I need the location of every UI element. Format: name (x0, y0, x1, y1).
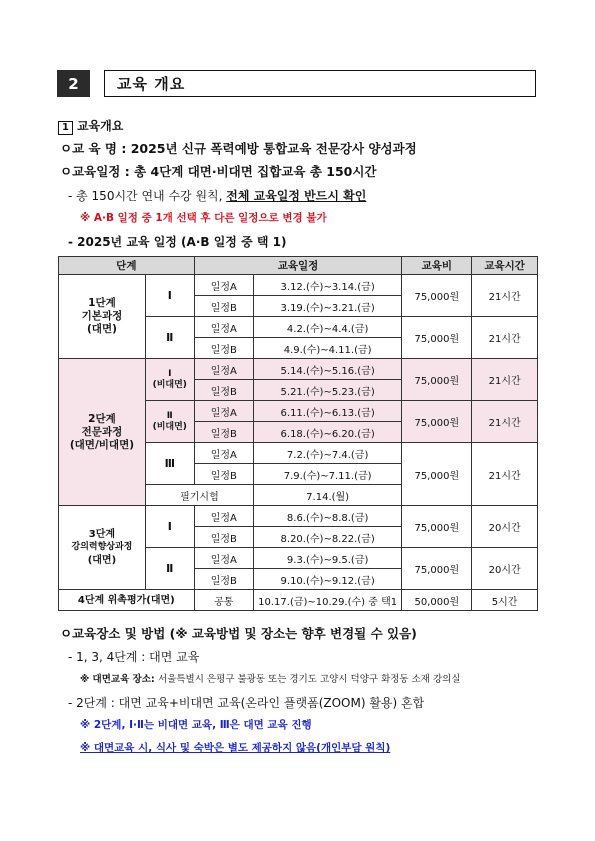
stage4-name: 4단계 위촉평가(대면) (59, 590, 195, 611)
place-line (60, 624, 417, 642)
fee-cell: 75,000원 (402, 443, 472, 506)
hours-cell: 21시간 (472, 359, 538, 401)
label-a: 일정A (194, 548, 253, 569)
label-b: 일정B (194, 527, 253, 548)
label-a: 일정A (194, 275, 253, 296)
label-a: 일정A (194, 317, 253, 338)
stage2-sub1-mode: (비대면) (152, 379, 187, 390)
stage1-sub2: Ⅱ (145, 317, 194, 359)
table-row (59, 359, 538, 380)
fee-cell: 75,000원 (402, 401, 472, 443)
label-a: 일정A (194, 506, 253, 527)
exam-label: 필기시험 (145, 485, 253, 506)
fee-cell: 75,000원 (402, 506, 472, 548)
course-label: ㅇ교 육 명 : (60, 141, 131, 156)
date-cell: 3.12.(수)~3.14.(금) (253, 275, 401, 296)
fee-cell: 75,000원 (402, 359, 472, 401)
header-schedule: 교육일정 (194, 257, 402, 275)
stage3-line1: 3단계 (88, 529, 116, 540)
hours-cell: 21시간 (472, 275, 538, 317)
date-cell: 9.10.(수)~9.12.(금) (253, 569, 401, 590)
stage3-sub1: Ⅰ (145, 506, 194, 548)
date-cell: 5.21.(수)~5.23.(금) (253, 380, 401, 401)
schedule-table-title: - 2025년 교육 일정 (A·B 일정 중 택 1) (68, 235, 287, 249)
stage1-name (59, 275, 146, 359)
hours-cell: 21시간 (472, 401, 538, 443)
stage4-common: 공통 (194, 590, 253, 611)
exam-date: 7.14.(월) (253, 485, 401, 506)
date-cell: 8.20.(수)~8.22.(금) (253, 527, 401, 548)
fee-cell: 75,000원 (402, 275, 472, 317)
hours-cell: 21시간 (472, 443, 538, 506)
stage2-line3: (대면/비대면) (69, 438, 135, 451)
stage3-line3: (대면) (87, 555, 117, 566)
place2-line: - 2단계 : 대면 교육+비대면 교육(온라인 플랫폼(ZOOM) 활용) 혼합 (68, 696, 425, 710)
table-row (59, 590, 538, 611)
note1-emphasis: 전체 교육일정 반드시 확인 (226, 189, 367, 203)
label-b: 일정B (194, 380, 253, 401)
date-cell: 6.18.(수)~6.20.(금) (253, 422, 401, 443)
date-cell: 6.11.(수)~6.13.(금) (253, 401, 401, 422)
stage2-line2: 전문과정 (81, 425, 123, 438)
hours-cell: 5시간 (472, 590, 538, 611)
fee-cell: 75,000원 (402, 317, 472, 359)
section-header (57, 70, 536, 97)
subsection-heading (58, 117, 123, 135)
subsection-title: 교육개요 (76, 119, 124, 133)
label-b: 일정B (194, 338, 253, 359)
label-b: 일정B (194, 569, 253, 590)
place1-note (80, 671, 461, 685)
note1-prefix: - 총 150시간 연내 수강 원칙, (68, 189, 227, 203)
schedule-table (58, 256, 538, 611)
subsection-number: 1 (58, 121, 73, 135)
hours-cell: 21시간 (472, 317, 538, 359)
date-cell: 7.9.(수)~7.11.(금) (253, 464, 401, 485)
stage3-line2: 강의력향상과정 (71, 542, 133, 552)
label-b: 일정B (194, 422, 253, 443)
note1-line (68, 187, 366, 204)
warning-stage2: ※ 2단계, Ⅰ·Ⅱ는 비대면 교육, Ⅲ은 대면 교육 진행 (80, 719, 312, 731)
schedule-value: 총 4단계 대면·비대면 집합교육 총 150시간 (134, 164, 377, 179)
label-b: 일정B (194, 296, 253, 317)
table-header-row (59, 257, 538, 275)
label-b: 일정B (194, 464, 253, 485)
date-cell: 9.3.(수)~9.5.(금) (253, 548, 401, 569)
stage1-line2: 기본과정 (81, 310, 123, 322)
stage3-name (59, 506, 146, 590)
table-row (59, 275, 538, 296)
label-a: 일정A (194, 401, 253, 422)
schedule-line (60, 162, 377, 180)
header-stage: 단계 (59, 257, 195, 275)
date-cell: 5.14.(수)~5.16.(금) (253, 359, 401, 380)
stage2-sub2-mode: (비대면) (152, 421, 187, 432)
stage2-sub1-num: Ⅰ (168, 368, 172, 379)
stage2-sub1 (145, 359, 194, 401)
stage1-sub1: Ⅰ (145, 275, 194, 317)
place-note: (※ 교육방법 및 장소는 향후 변경될 수 있음) (169, 626, 417, 641)
label-a: 일정A (194, 443, 253, 464)
stage1-line3: (대면) (87, 323, 117, 335)
stage2-sub2 (145, 401, 194, 443)
date-cell: 3.19.(수)~3.21.(금) (253, 296, 401, 317)
fee-cell: 50,000원 (402, 590, 472, 611)
place-label: ㅇ교육장소 및 방법 (60, 626, 170, 641)
section-number: 2 (57, 70, 90, 97)
label-a: 일정A (194, 359, 253, 380)
course-value: 2025년 신규 폭력예방 통합교육 전문강사 양성과정 (130, 141, 417, 156)
schedule-label: ㅇ교육일정 : (60, 164, 135, 179)
stage3-sub2: Ⅱ (145, 548, 194, 590)
date-cell: 4.2.(수)~4.4.(금) (253, 317, 401, 338)
date-cell: 4.9.(수)~4.11.(금) (253, 338, 401, 359)
place1-note-label: ※ 대면교육 장소: (80, 674, 159, 685)
hours-cell: 20시간 (472, 548, 538, 590)
stage4-date: 10.17.(금)~10.29.(수) 중 택1 (253, 590, 401, 611)
stage1-line1: 1단계 (88, 297, 116, 309)
warning-meals: ※ 대면교육 시, 식사 및 숙박은 별도 제공하지 않음(개인부담 원칙) (80, 742, 391, 754)
stage2-sub3: Ⅲ (145, 443, 194, 485)
hours-cell: 20시간 (472, 506, 538, 548)
date-cell: 7.2.(수)~7.4.(금) (253, 443, 401, 464)
place1-note-value: 서울특별시 은평구 불광동 또는 경기도 고양시 덕양구 화정동 소재 강의실 (158, 674, 461, 685)
section-title: 교육 개요 (104, 70, 536, 97)
header-hours: 교육시간 (472, 257, 538, 275)
stage2-line1: 2단계 (88, 412, 116, 425)
course-line (60, 139, 417, 157)
place1-line: - 1, 3, 4단계 : 대면 교육 (68, 650, 200, 664)
stage2-sub2-num: Ⅱ (166, 410, 173, 421)
stage2-name (59, 359, 146, 506)
warning-schedule-change: ※ A·B 일정 중 1개 선택 후 다른 일정으로 변경 불가 (80, 212, 327, 224)
header-fee: 교육비 (402, 257, 472, 275)
fee-cell: 75,000원 (402, 548, 472, 590)
date-cell: 8.6.(수)~8.8.(금) (253, 506, 401, 527)
table-row (59, 506, 538, 527)
